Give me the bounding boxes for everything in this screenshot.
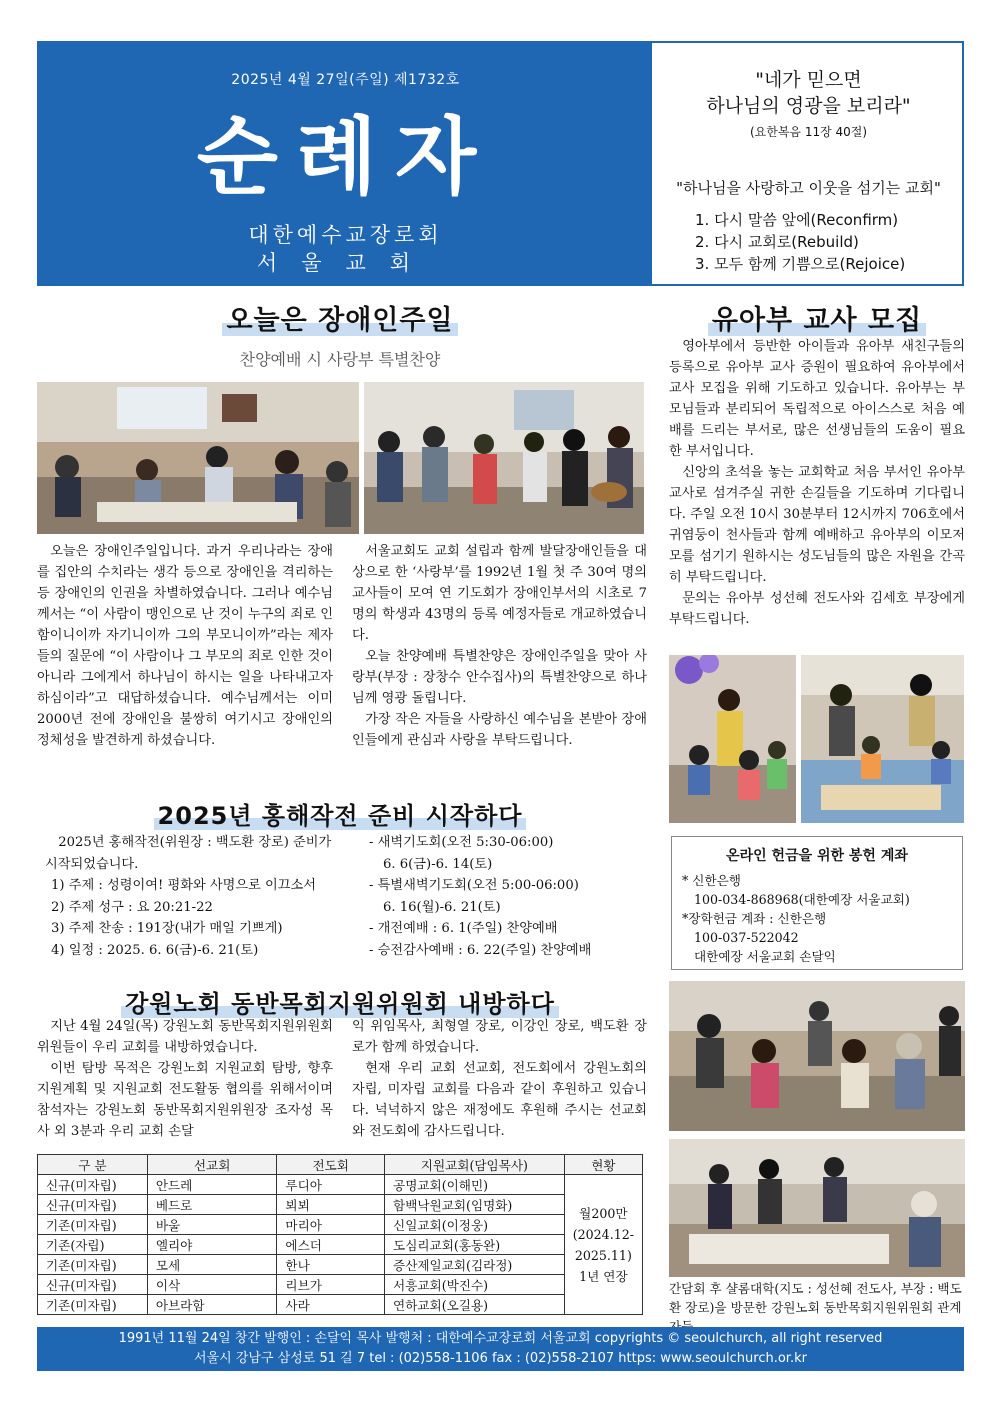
table-header: 현황 — [564, 1155, 642, 1175]
table-cell: 기존(자립) — [38, 1235, 148, 1255]
table-row — [38, 1235, 643, 1255]
table-cell: 기존(미자립) — [38, 1215, 148, 1235]
photo-visit-meeting — [669, 981, 965, 1131]
article2-left-column — [45, 832, 345, 961]
status-line: 2025.11) — [574, 1247, 632, 1263]
article2-title-text: 2025년 홍해작전 준비 시작하다 — [154, 802, 527, 830]
photo-preschool-2 — [801, 655, 964, 823]
table-row — [38, 1255, 643, 1275]
church-motto: "하나님을 사랑하고 이웃을 섬기는 교회" — [676, 179, 941, 197]
article2-item: 1) 주제 : 성령이여! 평화와 사명으로 이끄소서 — [51, 878, 316, 893]
sidebar-text — [669, 336, 965, 630]
account-line: * 신한은행 — [682, 873, 741, 888]
photo-preschool-1 — [669, 655, 796, 823]
table-cell: 서흥교회(박진수) — [385, 1275, 565, 1295]
masthead — [37, 41, 964, 286]
table-cell: 뵈뵈 — [277, 1195, 385, 1215]
masthead-verse-panel — [655, 43, 962, 284]
article1-title-text: 오늘은 장애인주일 — [222, 305, 457, 336]
table-cell: 공명교회(이해민) — [385, 1175, 565, 1195]
table-row — [38, 1175, 643, 1195]
sidebar-title — [669, 298, 965, 337]
table-header-row — [38, 1155, 643, 1175]
article2-schedule-item: - 승전감사예배 : 6. 22(주일) 찬양예배 — [369, 942, 592, 958]
photo-shalom-college — [669, 1139, 965, 1277]
verse-line-2: 하나님의 영광을 보리라" — [706, 95, 911, 117]
sidebar-paragraph: 영아부에서 등반한 아이들과 유아부 새친구들의 등록으로 유아부 교사 증원이 필요하여 유아부에서 교사 모집을 위해 기도하고 있습니다. 유아부는 부모님들과 분리되어 독립적으로 아이스스로 처음 예배를 드리는 부서로, 많은 선생님들의 도움이 필요한 부서입니다. — [669, 339, 965, 459]
article3-column-2 — [352, 1016, 647, 1142]
table-cell: 안드레 — [147, 1175, 277, 1195]
article3-column-1 — [37, 1016, 333, 1142]
table-cell: 연하교회(오길용) — [385, 1295, 565, 1315]
status-line: 1년 연장 — [579, 1268, 628, 1284]
article2-schedule-item: - 개전예배 : 6. 1(주일) 찬양예배 — [369, 921, 558, 936]
article1-paragraph: 오늘 찬양예배 특별찬양은 장애인주일을 맞아 사랑부(부장 : 장창수 안수집사)의 특별찬양으로 하나님께 영광 돌립니다. — [352, 649, 647, 706]
sidebar-paragraph: 신앙의 초석을 놓는 교회학교 처음 부서인 유아부 교사로 섬겨주실 귀한 손길들을 기도하며 기다립니다. 주일 오전 10시 30분부터 12시까지 706호에서 귀염둥이 천사들과 함께 예배하고 유아부의 이모저모를 섬기기 원하시는 성도님들의 많은 자원을 간곡히 부탁드립니다. — [669, 465, 965, 585]
article1-subtitle: 찬양예배 시 사랑부 특별찬양 — [239, 350, 441, 369]
motto-item: 1. 다시 말씀 앞에(Reconfirm) — [695, 211, 899, 229]
table-cell: 증산제일교회(김라정) — [385, 1255, 565, 1275]
article3-paragraph: 익 위임목사, 최형열 장로, 이강인 장로, 백도환 장로가 함께 하였습니다. — [352, 1019, 647, 1055]
sidebar-paragraph: 문의는 유아부 성선혜 전도사와 김세호 부장에게 부탁드립니다. — [669, 591, 965, 627]
account-holder: 대한예장 서울교회 손달익 — [694, 949, 836, 964]
article3-title-text: 강원노회 동반목회지원위원회 내방하다 — [121, 990, 559, 1018]
table-row — [38, 1275, 643, 1295]
account-number: 100-034-868968(대한예장 서울교회) — [694, 892, 910, 907]
article1-title — [37, 298, 643, 337]
article1-paragraph: 가장 작은 자들을 사랑하신 예수님을 본받아 장애인들에게 관심과 사랑을 부탁드립니다. — [352, 712, 647, 748]
offering-account-box — [671, 836, 963, 970]
table-status-cell — [564, 1175, 642, 1315]
article3-title — [37, 984, 643, 1019]
masthead-banner — [39, 43, 652, 284]
article2-intro: 2025년 홍해작전(위원장 : 백도환 장로) 준비가 시작되었습니다. — [45, 835, 332, 872]
footer-publisher: 1991년 11월 24일 창간 발행인 : 손달익 목사 발행처 : 대한예수교장로회 서울교회 copyrights © seoulchurch, all right reserved — [118, 1331, 883, 1346]
table-cell: 루디아 — [277, 1175, 385, 1195]
article2-schedule-date: 6. 6(금)-6. 14(토) — [383, 856, 493, 872]
article2-schedule-item: - 특별새벽기도회(오전 5:00-06:00) — [369, 878, 579, 893]
table-cell: 기존(미자립) — [38, 1255, 148, 1275]
article2-title — [37, 796, 643, 831]
verse-reference: (요한복음 11장 40절) — [749, 125, 868, 139]
table-cell: 신일교회(이정웅) — [385, 1215, 565, 1235]
article3-paragraph: 현재 우리 교회 선교회, 전도회에서 강원노회의 자립, 미자립 교회를 다음과 같이 후원하고 있습니다. 넉넉하지 않은 재정에도 후원해 주시는 선교회와 전도회에 감사드립니다. — [352, 1061, 647, 1139]
account-line: *장학헌금 계좌 : 신한은행 — [682, 911, 827, 926]
status-line: (2024.12- — [572, 1226, 634, 1242]
motto-list — [695, 209, 905, 275]
article1-paragraph: 오늘은 장애인주일입니다. 과거 우리나라는 장애를 집안의 수치라는 생각 등으로 장애인을 격리하는 등 장애인의 인권을 차별하였습니다. 그러나 예수님께서는 “이 사람이 맹인으로 난 것이 누구의 죄로 인함이니이까 자기니이까 그의 부모니이까”라는 제자들의 질문에 “이 사람이나 그 부모의 죄로 인한 것이 아니라 그에게서 하나님이 하시는 일을 나타내고자 하심이라”고 대답하셨습니다. 예수님께서는 이미 2000년 전에 장애인을 불쌍히 여기시고 장애인의 정체성을 발견하게 하셨습니다. — [37, 544, 333, 748]
verse-line-1: "네가 믿으면 — [755, 69, 862, 91]
article1-column-1 — [37, 541, 333, 751]
article3-paragraph: 이번 탐방 목적은 강원노회 지원교회 탐방, 향후 지원계획 및 지원교회 전도활동 협의를 위해서이며 참석자는 강원노회 동반목회지원위원장 조자성 목사 외 3분과 우리 교회 손달 — [37, 1061, 333, 1139]
article2-item: 3) 주제 찬송 : 191장(내가 매일 기쁘게) — [51, 921, 283, 936]
article1-column-2 — [352, 541, 647, 751]
table-header: 구 분 — [38, 1155, 148, 1175]
table-header: 전도회 — [277, 1155, 385, 1175]
table-cell: 엘리야 — [147, 1235, 277, 1255]
motto-item: 2. 다시 교회로(Rebuild) — [695, 233, 859, 251]
article1-paragraph: 서울교회도 교회 설립과 함께 발달장애인들을 대상으로 한 ‘사랑부’를 1992년 1월 첫 주 30여 명의 교사들이 모여 연 기도회가 장애인부서의 시초로 7명의 학생과 43명의 등록 예정자들로 개교하였습니다. — [352, 544, 647, 643]
org-name: 대한예수교장로회 — [248, 223, 443, 247]
table-cell: 신규(미자립) — [38, 1195, 148, 1215]
issue-date: 2025년 4월 27일(주일) 제1732호 — [231, 72, 460, 88]
table-row — [38, 1195, 643, 1215]
church-name: 서울교회 — [256, 251, 435, 275]
table-cell: 마리아 — [277, 1215, 385, 1235]
table-cell: 리브가 — [277, 1275, 385, 1295]
newsletter-title: 순례자 — [196, 108, 495, 206]
article2-item: 2) 주제 성구 : 요 20:21-22 — [51, 899, 213, 915]
table-header: 선교회 — [147, 1155, 277, 1175]
table-cell: 베드로 — [147, 1195, 277, 1215]
table-cell: 함백낙원교회(임명화) — [385, 1195, 565, 1215]
article2-schedule-item: - 새벽기도회(오전 5:30-06:00) — [369, 835, 554, 850]
status-line: 월200만 — [579, 1205, 628, 1221]
photo-caption: 간담회 후 샬롬대학(지도 : 성선혜 전도사, 부장 : 백도환 장로)을 방문한 강원노회 동반목회지원위원회 관계 — [669, 1281, 962, 1315]
article3-paragraph: 지난 4월 24일(목) 강원노회 동반목회지원위원회 위원들이 우리 교회를 내방하였습니다. — [37, 1019, 333, 1055]
table-cell: 한나 — [277, 1255, 385, 1275]
account-title: 온라인 헌금을 위한 봉헌 계좌 — [726, 848, 908, 864]
article2-item: 4) 일정 : 2025. 6. 6(금)-6. 21(토) — [51, 942, 259, 958]
table-cell: 바울 — [147, 1215, 277, 1235]
table-cell: 신규(미자립) — [38, 1275, 148, 1295]
article2-right-column — [369, 832, 644, 961]
table-cell: 사라 — [277, 1295, 385, 1315]
photo-love-dept-praise-1 — [37, 382, 359, 534]
table-header: 지원교회(담임목사) — [385, 1155, 565, 1175]
footer-contact: 서울시 강남구 삼성로 51 길 7 tel : (02)558-1106 fax : (02)558-2107 https: www.seoulchurch.or.kr — [194, 1351, 807, 1366]
table-cell: 도심리교회(홍동완) — [385, 1235, 565, 1255]
table-cell: 기존(미자립) — [38, 1295, 148, 1315]
motto-item: 3. 모두 함께 기쁨으로(Rejoice) — [695, 255, 906, 273]
footer — [37, 1327, 964, 1371]
article2-schedule-date: 6. 16(월)-6. 21(토) — [383, 899, 501, 915]
sidebar-title-text: 유아부 교사 모집 — [708, 305, 926, 336]
table-cell: 이삭 — [147, 1275, 277, 1295]
table-cell: 신규(미자립) — [38, 1175, 148, 1195]
table-cell: 에스더 — [277, 1235, 385, 1255]
table-cell: 아브라함 — [147, 1295, 277, 1315]
table-row — [38, 1215, 643, 1235]
account-number: 100-037-522042 — [694, 930, 799, 945]
table-row — [38, 1295, 643, 1315]
support-table — [37, 1154, 643, 1315]
table-cell: 모세 — [147, 1255, 277, 1275]
photo-love-dept-praise-2 — [364, 382, 644, 534]
